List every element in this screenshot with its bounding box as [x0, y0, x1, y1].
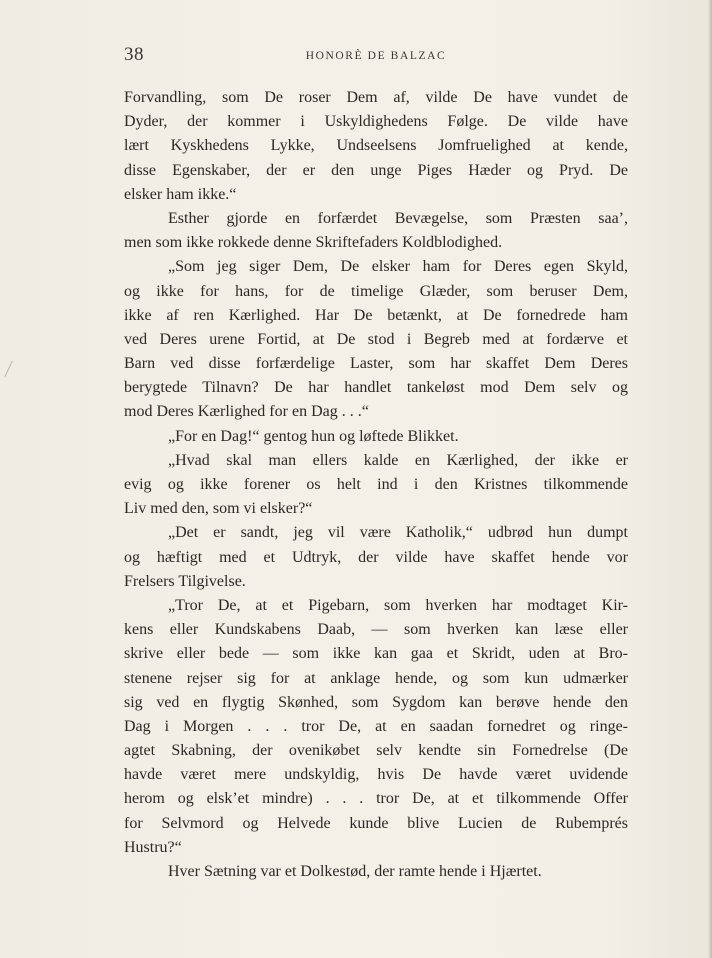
text-line: Frelsers Tilgivelse. — [124, 572, 246, 590]
text-line: for Selvmord og Helvede kunde blive Lucien de Rubemprés — [124, 814, 628, 832]
page-header — [124, 42, 628, 66]
text-line: og ikke for hans, for de timelige Glæder, som beruser Dem, — [124, 282, 628, 300]
text-line: „Som jeg siger Dem, De elsker ham for Deres egen Skyld, — [168, 258, 628, 276]
text-line: evig og ikke forener os helt ind i den Kristnes tilkommende — [124, 476, 628, 493]
text-line: agtet Skabning, der ovenikøbet selv kendte sin Fornedrelse (De — [124, 742, 628, 760]
text-line: Dyder, der kommer i Uskyldighedens Følge. De vilde have — [124, 113, 628, 131]
text-line: og hæftigt med et Udtryk, der vilde have skaffet hende vor — [124, 548, 628, 566]
text-line: Liv med den, som vi elsker?“ — [124, 500, 313, 518]
text-line: ved Deres urene Fortid, at De stod i Begreb med at fordærve et — [124, 330, 628, 348]
body-text — [124, 86, 628, 884]
text-line: Hver Sætning var et Dolkestød, der ramte hende i Hjærtet. — [168, 863, 542, 880]
text-line: disse Egenskaber, der er den unge Piges Hæder og Pryd. De — [124, 161, 628, 179]
text-line: men som ikke rokkede denne Skriftefaders Koldblodighed. — [124, 234, 503, 252]
text-line: skrive eller bede — som ikke kan gaa et Skridt, uden at Bro- — [124, 645, 628, 663]
page-number: 38 — [124, 44, 144, 65]
running-head: HONORÈ DE BALZAC — [305, 50, 447, 62]
text-line: kens eller Kundskabens Daab, — som hverken kan læse eller — [124, 621, 628, 639]
text-line: mod Deres Kærlighed for en Dag . . .“ — [124, 403, 369, 421]
text-line: Esther gjorde en forfærdet Bevægelse, som Præsten saa’, — [168, 209, 628, 227]
text-line: stenene rejser sig for at anklage hende, og som kun udmærker — [124, 669, 628, 687]
text-line: Hustru?“ — [124, 838, 182, 856]
text-line: ikke af ren Kærlighed. Har De betænkt, at De fornedrede ham — [124, 306, 628, 324]
text-line: Barn ved disse forfærdelige Laster, som har skaffet Dem Deres — [124, 355, 628, 373]
text-line: elsker ham ikke.“ — [124, 185, 237, 203]
text-line: „Hvad skal man ellers kalde en Kærlighed, der ikke er — [168, 451, 628, 469]
text-line: lært Kyskhedens Lykke, Undseelsens Jomfruelighed at kende, — [124, 137, 628, 155]
text-line: havde været mere undskyldig, hvis De havde været uvidende — [124, 766, 628, 784]
text-line: „Tror De, at et Pigebarn, som hverken har modtaget Kir- — [168, 596, 628, 614]
page-edge-shadow — [708, 0, 712, 958]
text-line: Dag i Morgen . . . tror De, at en saadan fornedret og ringe- — [124, 717, 628, 735]
text-line: herom og elsk’et mindre) . . . tror De, at et tilkommende Offer — [124, 790, 628, 808]
text-line: „For en Dag!“ gentog hun og løftede Blikket. — [168, 427, 459, 445]
text-line: berygtede Tilnavn? De har handlet tankeløst mod Dem selv og — [124, 379, 628, 397]
text-line: sig ved en flygtig Skønhed, som Sygdom kan berøve hende den — [124, 693, 628, 711]
text-line: Forvandling, som De roser Dem af, vilde De have vundet de — [124, 89, 628, 106]
text-line: „Det er sandt, jeg vil være Katholik,“ udbrød hun dumpt — [168, 524, 628, 542]
margin-pencil-mark — [4, 361, 13, 378]
